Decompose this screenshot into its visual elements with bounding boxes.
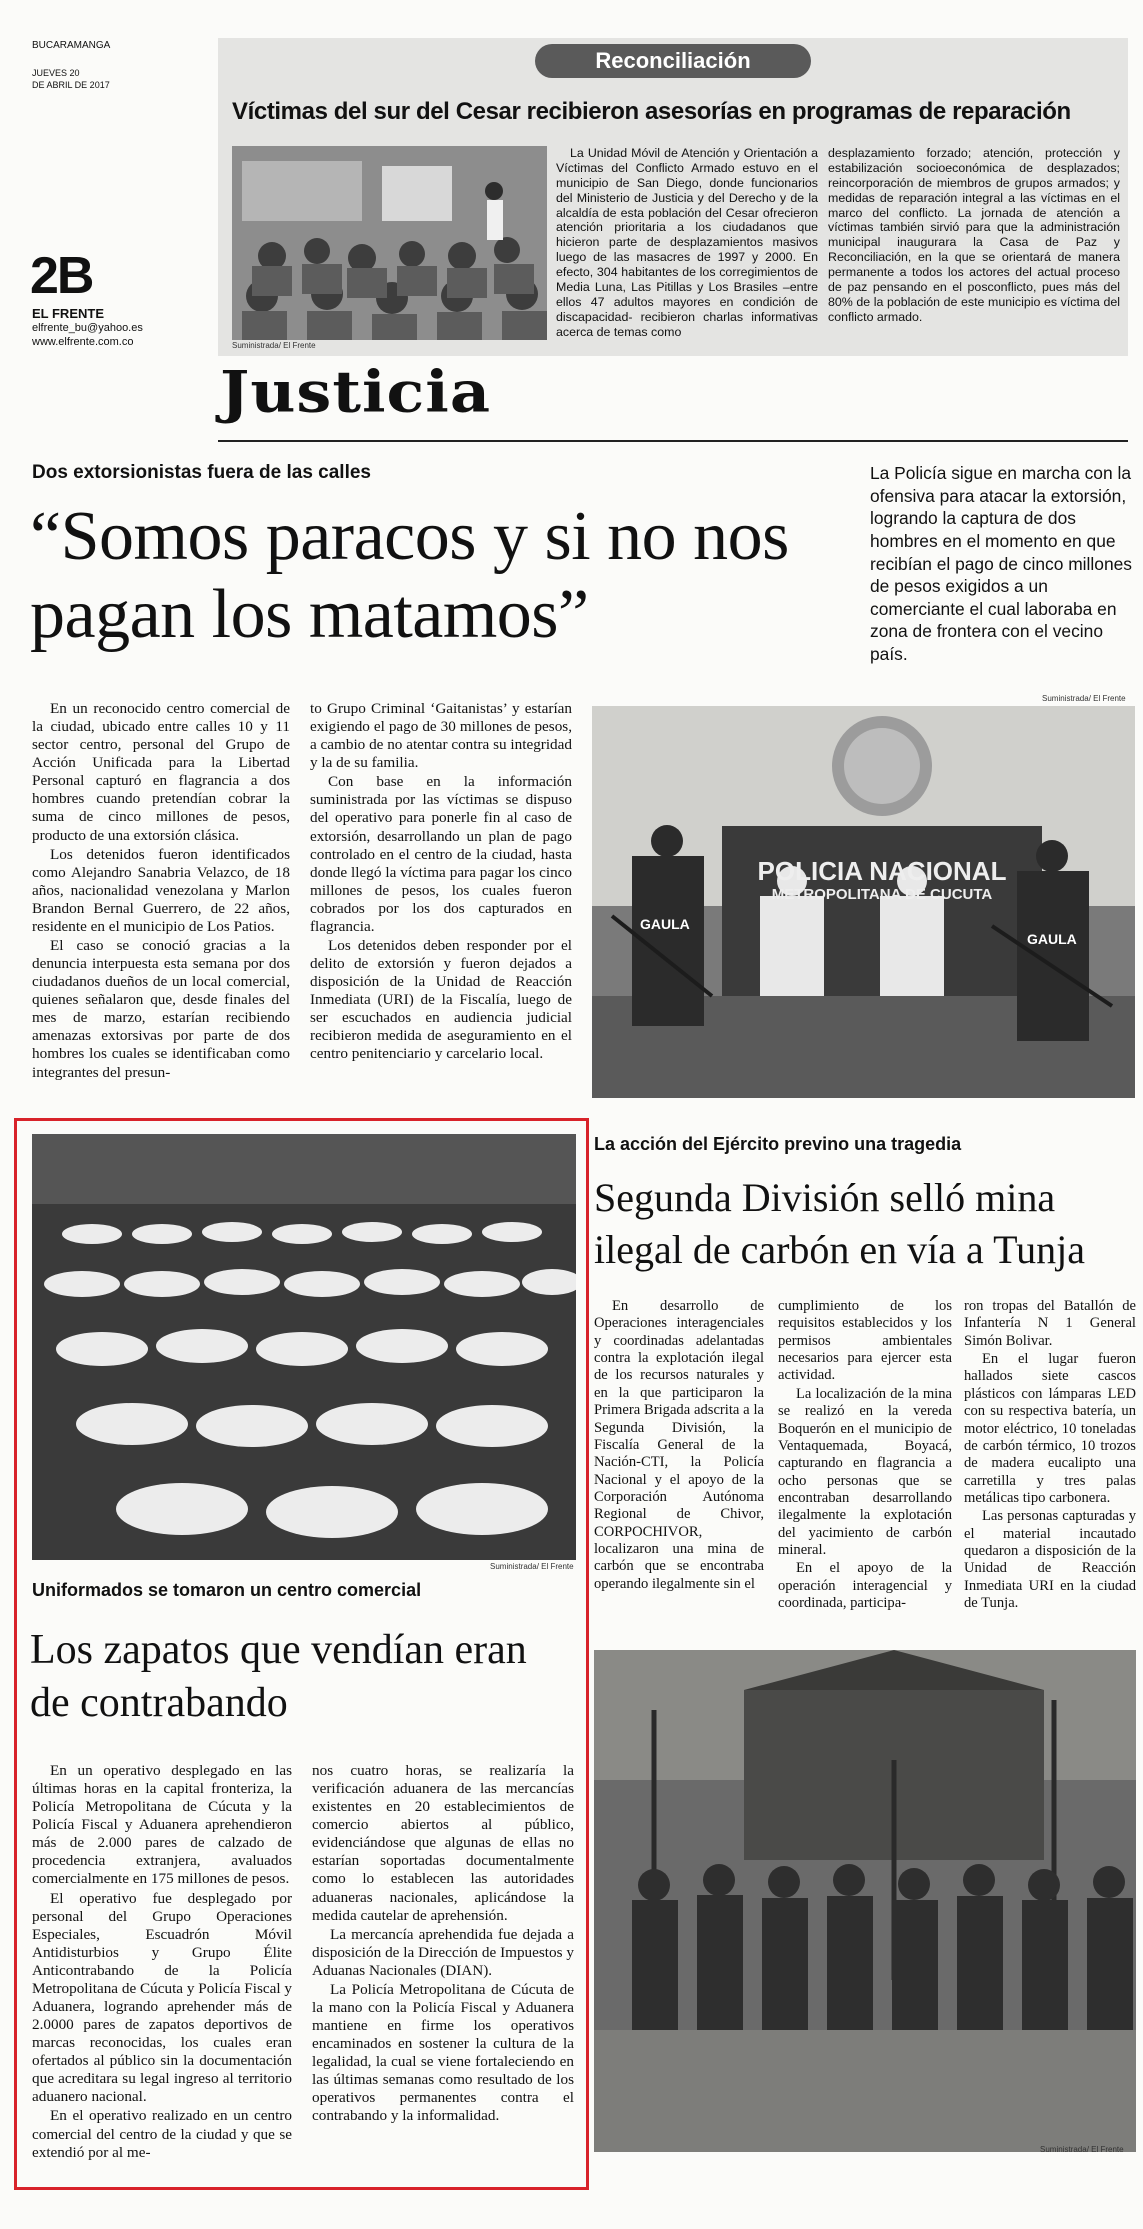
photo-sign-line1: POLICIA NACIONAL bbox=[757, 856, 1007, 886]
mine-col3-p3: Las personas capturadas y el material incautado quedaron a disposición de la Unidad de Reacción Inmediata URI en la ciudad de Tunja. bbox=[964, 1508, 1136, 1612]
shoes-col2-p2: La mercancía aprehendida fue dejada a disposición de la Dirección de Impuestos y Aduanas Nacionales (DIAN). bbox=[312, 1925, 574, 1979]
mine-headline: Segunda División selló mina ilegal de carbón en vía a Tunja bbox=[594, 1175, 1085, 1272]
extortion-col2-p1: to Grupo Criminal ‘Gaitanistas’ y estarían exigiendo el pago de 30 millones de pesos, a cambio de no atentar contra su integridad y la de su familia. bbox=[310, 700, 572, 772]
mine-col2-p3: En el apoyo de la operación interagencial y coordinada, participa- bbox=[778, 1560, 952, 1612]
extortion-photo bbox=[592, 706, 1135, 1098]
shoes-headline: Los zapatos que vendían eran de contrabando bbox=[30, 1627, 527, 1726]
top-story-photo bbox=[232, 146, 547, 340]
mine-col1-p1: En desarrollo de Operaciones interagenciales y coordinadas adelantadas contra la explotación ilegal de los recursos naturales y en la que participaron la Primera Brigada adscrita a la Segunda División, la Fiscalía General de la Nación-CTI, la Policía Nacional y el apoyo de la Corporación Autónoma Regional de Chivor, CORPOCHIVOR, localizaron una mina de carbón que se encontraba operando ilegalmente sin el bbox=[594, 1298, 764, 1592]
extortion-col1-p3: El caso se conoció gracias a la denuncia interpuesta esta semana por dos ciudadanos dueños de un local comercial, quienes señalaron que, desde finales del mes de marzo, estarían recibiendo amenazas extorsivas por parte de dos hombres los cuales se identificaban como integrantes del presun- bbox=[32, 937, 290, 1081]
extortion-headline: “Somos paracos y si no nos pagan los matamos” bbox=[30, 498, 789, 654]
masthead-date-line1: JUEVES 20 bbox=[32, 68, 80, 78]
extortion-summary: La Policía sigue en marcha con la ofensiva para atacar la extorsión, logrando la captura de dos hombres en el momento en que recibían el pago de cinco millones de pesos exigidos a un comerciante el cual laboraba en zona de frontera con el vecino país. bbox=[870, 463, 1132, 664]
page-number: 2B bbox=[30, 247, 93, 305]
section-title: Justicia bbox=[220, 358, 491, 426]
mine-photo-credit: Suministrada/ El Frente bbox=[1040, 2145, 1124, 2154]
mine-col2-p1: cumplimiento de los requisitos establecidos y los permisos ambientales necesarios para ejercer esta actividad. bbox=[778, 1298, 952, 1384]
top-story-headline: Víctimas del sur del Cesar recibieron asesorías en programas de reparación bbox=[232, 98, 1071, 125]
mine-kicker: La acción del Ejército previno una tragedia bbox=[594, 1134, 962, 1154]
shoes-col2 bbox=[312, 1762, 574, 2126]
shoes-col1-p1: En un operativo desplegado en las últimas horas en la capital fronteriza, la Policía Metropolitana de Cúcuta y la Policía Fiscal y Aduanera aprehendieron más de 2.000 pares de calzado de procedencia extranjera, avaluados comercialmente en 175 millones de pesos. bbox=[32, 1762, 292, 1888]
mine-col1 bbox=[594, 1298, 764, 1593]
section-rule bbox=[218, 440, 1128, 442]
paper-website: www.elfrente.com.co bbox=[32, 336, 134, 348]
extortion-col1-p2: Los detenidos fueron identificados como Alejandro Sanabria Velazco, de 18 años, nacionalidad venezolana y Marlon Brandon Bernal Guerrero, de 22 años, residente en el municipio de Los Patios. bbox=[32, 845, 290, 935]
mine-photo bbox=[594, 1650, 1136, 2152]
shoes-col1-p3: En el operativo realizado en un centro comercial del centro de la ciudad y que se extendió por al me- bbox=[32, 2107, 292, 2161]
photo-vest-left: GAULA bbox=[640, 916, 690, 932]
top-story-col1: La Unidad Móvil de Atención y Orientación a Víctimas del Conflicto Armado estuvo en el municipio de San Diego, donde funcionarios del Ministerio de Justicia y del Derecho y de la alcaldía de esta población del Cesar ofrecieron atención prioritaria a los ciudadanos que hicieron parte de desplazamientos masivos luego de las masacres de 1997 y 2000. En efecto, 304 habitantes de los corregimientos de Media Luna, Las Pitillas y Los Brasiles –entre ellos 47 adultos mayores en condición de discapacidad- recibieron charlas informativas acerca de temas como bbox=[556, 146, 818, 339]
shoes-col1-p2: El operativo fue desplegado por personal del Grupo Operaciones Especiales, Escuadrón Móvil Antidisturbios y Grupo Élite Anticontrabando de la Policía Metropolitana de Cúcuta y Policía Fiscal y Aduanera, logrando aprehender más de 2.0000 pares de zapatos deportivos de marcas reconocidas, los cuales eran ofertados al público sin la documentación que acreditara su legal ingreso al territorio aduanero nacional. bbox=[32, 1889, 292, 2106]
top-story-col2: desplazamiento forzado; atención, protección y estabilización socioeconómica de desplazados; reincorporación de miembros de grupos armados; y medidas de reparación integral a las víctimas en el marco del conflicto. La jornada de atención a víctimas también sirvió para que la administración municipal inaugurara la Casa de Paz y Reconciliación, en la que se orientará de manera permanente a todos los actores del actual proceso de paz pensando en el posconflicto, pues más del 80% de la población de este municipio es víctima del conflicto armado. bbox=[828, 146, 1120, 324]
extortion-kicker: Dos extorsionistas fuera de las calles bbox=[32, 462, 371, 483]
photo-sign-line2: METROPOLITANA DE CUCUTA bbox=[771, 886, 993, 903]
extortion-col2-p2: Con base en la información suministrada por las víctimas se dispuso del operativo para ponerle fin al caso de extorsión, desarrollando un plan de pago controlado en el centro de la ciudad, hasta donde llegó la víctima para pagar los cinco millones de pesos, los cuales fueron cobrados por los dos capturados en flagrancia. bbox=[310, 773, 572, 935]
top-story-tag: Reconciliación bbox=[535, 44, 811, 78]
extortion-photo-credit: Suministrada/ El Frente bbox=[1042, 694, 1126, 703]
paper-name: EL FRENTE bbox=[32, 306, 104, 321]
mine-col3-p2: En el lugar fueron hallados siete cascos plásticos con lámparas LED con su respectiva batería, un motor eléctrico, 10 toneladas de carbón térmico, 10 trozos de madera eucalipto una carretilla y tres palas metálicas tipo carbonera. bbox=[964, 1351, 1136, 1506]
mine-col2-p2: La localización de la mina se realizó en la vereda Boquerón en el municipio de Ventaquemada, Boyacá, capturando en flagrancia a ocho personas que se encontraban desarrollando ilegalmente la explotación del yacimiento de carbón mineral. bbox=[778, 1385, 952, 1559]
paper-email: elfrente_bu@yahoo.es bbox=[32, 322, 143, 334]
shoes-col1 bbox=[32, 1762, 292, 2162]
shoes-col2-p1: nos cuatro horas, se realizaría la verificación aduanera de las mercancías existentes en 20 establecimientos de comercio abiertos al público, evidenciándose que algunas de ellas no estarían soportadas documentalmente como lo establecen las autoridades aduaneras nacionales, aplicándose la medida cautelar de aprehensión. bbox=[312, 1762, 574, 1924]
photo-vest-right: GAULA bbox=[1027, 931, 1077, 947]
shoes-kicker: Uniformados se tomaron un centro comercial bbox=[32, 1580, 422, 1600]
mine-col3 bbox=[964, 1298, 1136, 1612]
extortion-col2 bbox=[310, 700, 572, 1064]
shoes-photo-credit: Suministrada/ El Frente bbox=[490, 1562, 574, 1571]
mine-col3-p1: ron tropas del Batallón de Infantería N 1 General Simón Bolivar. bbox=[964, 1298, 1136, 1349]
mine-col2 bbox=[778, 1298, 952, 1612]
extortion-col2-p3: Los detenidos deben responder por el delito de extorsión y fueron dejados a disposición de la Unidad de Reacción Inmediata (URI) de la Fiscalía, luego de ser escuchados en audiencia judicial recibieron medida de aseguramiento en el centro penitenciario y carcelario local. bbox=[310, 937, 572, 1063]
shoes-col2-p3: La Policía Metropolitana de Cúcuta de la mano con la Policía Fiscal y Aduanera mantiene en firme los operativos encaminados en sostener la cultura de la legalidad, la cual se viene fortaleciendo en las últimas semanas como resultado de los operativos permanentes contra el contrabando y la informalidad. bbox=[312, 1980, 574, 2125]
extortion-col1 bbox=[32, 700, 290, 1082]
masthead-date-line2: DE ABRIL DE 2017 bbox=[32, 80, 110, 90]
masthead-city: BUCARAMANGA bbox=[32, 40, 111, 51]
extortion-col1-p1: En un reconocido centro comercial de la ciudad, ubicado entre calles 10 y 11 sector centro, personal del Grupo de Acción Unificada para la Libertad Personal capturó en flagrancia a dos hombres cuando pretendían cobrar la suma de cinco millones de pesos, producto de una extorsión clásica. bbox=[32, 700, 290, 844]
shoes-photo bbox=[32, 1134, 576, 1560]
top-story-photo-credit: Suministrada/ El Frente bbox=[232, 341, 316, 350]
